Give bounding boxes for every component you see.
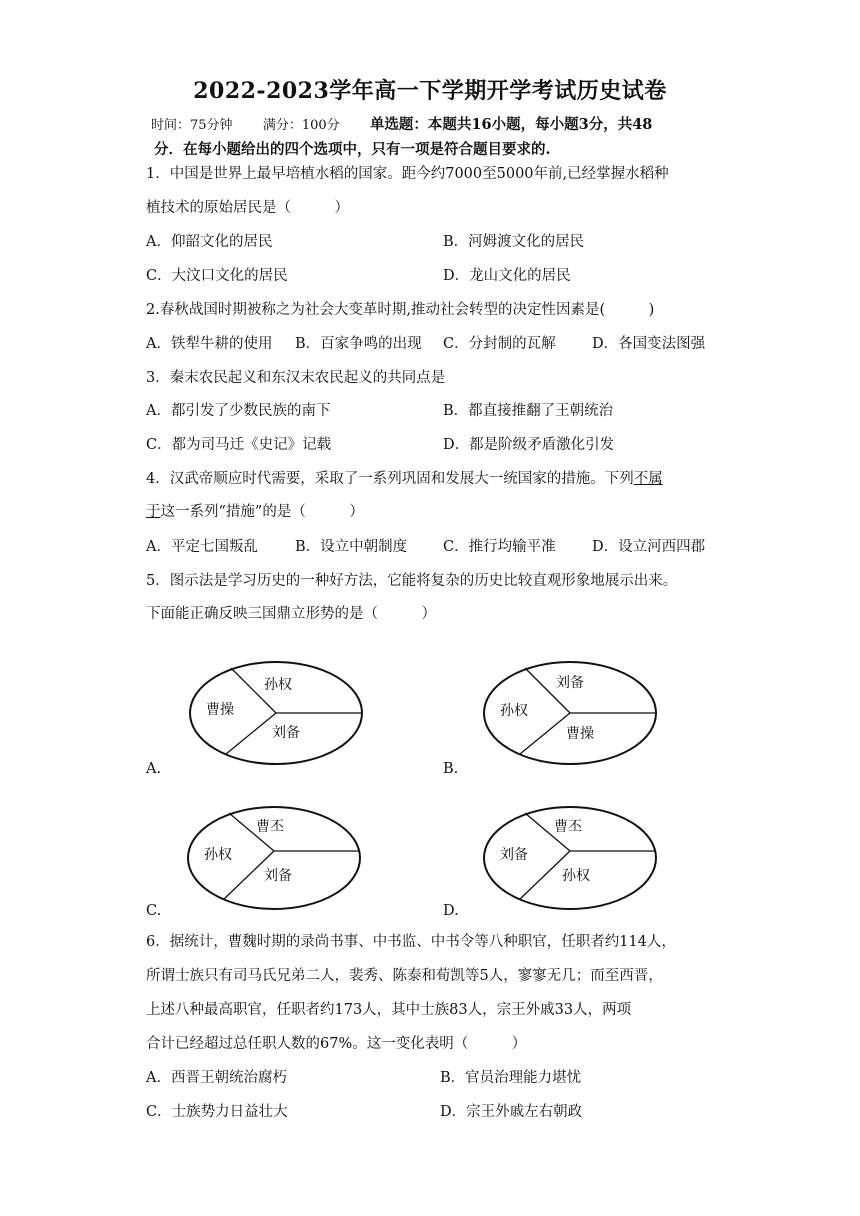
question-4-emphasis-a: 不属 bbox=[633, 471, 663, 487]
question-5-diagram-d[interactable] bbox=[480, 803, 660, 913]
exam-time: 时间：75分钟 bbox=[151, 118, 233, 133]
question-5-diagram-b[interactable] bbox=[480, 658, 660, 768]
question-2-stem: 2.春秋战国时期被称之为社会大变革时期,推动社会转型的决定性因素是( ) bbox=[146, 302, 655, 318]
question-6-stem-line4: 合计已经超过总任职人数的67%。这一变化表明（ ） bbox=[146, 1036, 527, 1052]
exam-score: 满分：100分 bbox=[262, 118, 340, 133]
question-1-option-b[interactable]: B．河姆渡文化的居民 bbox=[443, 234, 585, 250]
section-instruction: 分．在每小题给出的四个选项中，只有一项是符合题目要求的. bbox=[154, 141, 551, 158]
question-4-option-d[interactable]: D．设立河西四郡 bbox=[592, 539, 706, 555]
question-6-option-c[interactable]: C．士族势力日益壮大 bbox=[146, 1104, 288, 1120]
question-2-option-d[interactable]: D．各国变法图强 bbox=[592, 336, 706, 352]
diagram-a-divider-bottom bbox=[226, 713, 276, 754]
question-6-option-a[interactable]: A．西晋王朝统治腐朽 bbox=[146, 1070, 287, 1086]
exam-info-line bbox=[151, 113, 652, 134]
question-3-option-a[interactable]: A．都引发了少数民族的南下 bbox=[146, 403, 331, 419]
diagram-b-label-bottom: 曹操 bbox=[566, 726, 594, 742]
question-5-diagram-c[interactable] bbox=[184, 803, 364, 913]
diagram-c-label-bottom: 刘备 bbox=[264, 868, 292, 884]
diagram-c-label-top: 曹丕 bbox=[256, 819, 284, 835]
question-2-option-c[interactable]: C．分封制的瓦解 bbox=[443, 336, 556, 352]
question-1-option-d[interactable]: D．龙山文化的居民 bbox=[443, 268, 571, 284]
question-1-option-a[interactable]: A．仰韶文化的居民 bbox=[146, 234, 273, 250]
diagram-b-divider-bottom bbox=[520, 713, 570, 754]
diagram-d-label-top: 曹丕 bbox=[554, 819, 582, 835]
diagram-d-label-bottom: 孙权 bbox=[562, 868, 590, 884]
diagram-b-label-left: 孙权 bbox=[500, 703, 528, 719]
diagram-c-label-left: 孙权 bbox=[204, 847, 232, 863]
question-2-option-a[interactable]: A．铁犁牛耕的使用 bbox=[146, 336, 273, 352]
question-4-option-a[interactable]: A．平定七国叛乱 bbox=[146, 539, 258, 555]
question-3-option-b[interactable]: B．都直接推翻了王朝统治 bbox=[443, 403, 614, 419]
question-5-option-d[interactable]: D. bbox=[443, 903, 459, 919]
question-5-stem-line1: 5．图示法是学习历史的一种好方法，它能将复杂的历史比较直观形象地展示出来。 bbox=[146, 573, 678, 589]
question-4-stem-line1 bbox=[146, 467, 663, 488]
question-6-stem-line1: 6．据统计，曹魏时期的录尚书事、中书监、中书令等八种职官，任职者约114人， bbox=[146, 934, 676, 950]
question-5-option-b[interactable]: B. bbox=[443, 761, 459, 777]
question-4-stem-line2 bbox=[146, 500, 364, 521]
question-5-diagram-a[interactable] bbox=[186, 658, 366, 768]
question-4-text-a: 4．汉武帝顺应时代需要，采取了一系列巩固和发展大一统国家的措施。下列 bbox=[146, 471, 634, 487]
diagram-a-label-bottom: 刘备 bbox=[272, 725, 300, 741]
question-3-option-d[interactable]: D．都是阶级矛盾激化引发 bbox=[443, 437, 615, 453]
question-6-stem-line3: 上述八种最高职官，任职者约173人，其中士族83人，宗王外戚33人，两项 bbox=[146, 1002, 632, 1018]
question-1-stem-line2: 植技术的原始居民是（ ） bbox=[146, 200, 349, 216]
question-3-option-c[interactable]: C．都为司马迁《史记》记载 bbox=[146, 437, 332, 453]
diagram-d-label-left: 刘备 bbox=[500, 847, 528, 863]
question-2-option-b[interactable]: B．百家争鸣的出现 bbox=[295, 336, 422, 352]
question-3-stem: 3．秦末农民起义和东汉末农民起义的共同点是 bbox=[146, 370, 446, 386]
question-1-option-c[interactable]: C．大汶口文化的居民 bbox=[146, 268, 288, 284]
question-5-stem-line2: 下面能正确反映三国鼎立形势的是（ ） bbox=[146, 606, 436, 622]
diagram-a-label-left: 曹操 bbox=[206, 702, 234, 718]
section-heading: 单选题：本题共16小题，每小题3分，共48 bbox=[369, 116, 653, 133]
question-1-stem-line1: 1．中国是世界上最早培植水稻的国家。距今约7000至5000年前,已经掌握水稻种 bbox=[146, 166, 669, 182]
diagram-b-label-top: 刘备 bbox=[556, 675, 584, 691]
question-6-option-b[interactable]: B．官员治理能力堪忧 bbox=[440, 1070, 582, 1086]
question-4-text-b: 这一系列“措施”的是（ ） bbox=[160, 504, 364, 520]
question-5-option-c[interactable]: C. bbox=[146, 903, 162, 919]
question-4-option-b[interactable]: B．设立中朝制度 bbox=[295, 539, 408, 555]
question-6-option-d[interactable]: D．宗王外戚左右朝政 bbox=[440, 1104, 583, 1120]
question-6-stem-line2: 所谓士族只有司马氏兄弟二人，裴秀、陈泰和荀凯等5人，寥寥无几；而至西晋， bbox=[146, 968, 663, 984]
question-4-option-c[interactable]: C．推行均输平准 bbox=[443, 539, 556, 555]
question-4-emphasis-b: 于 bbox=[146, 504, 161, 520]
exam-title: 2022-2023学年高一下学期开学考试历史试卷 bbox=[193, 78, 667, 104]
diagram-a-label-top: 孙权 bbox=[264, 677, 292, 693]
question-5-option-a[interactable]: A. bbox=[146, 761, 162, 777]
